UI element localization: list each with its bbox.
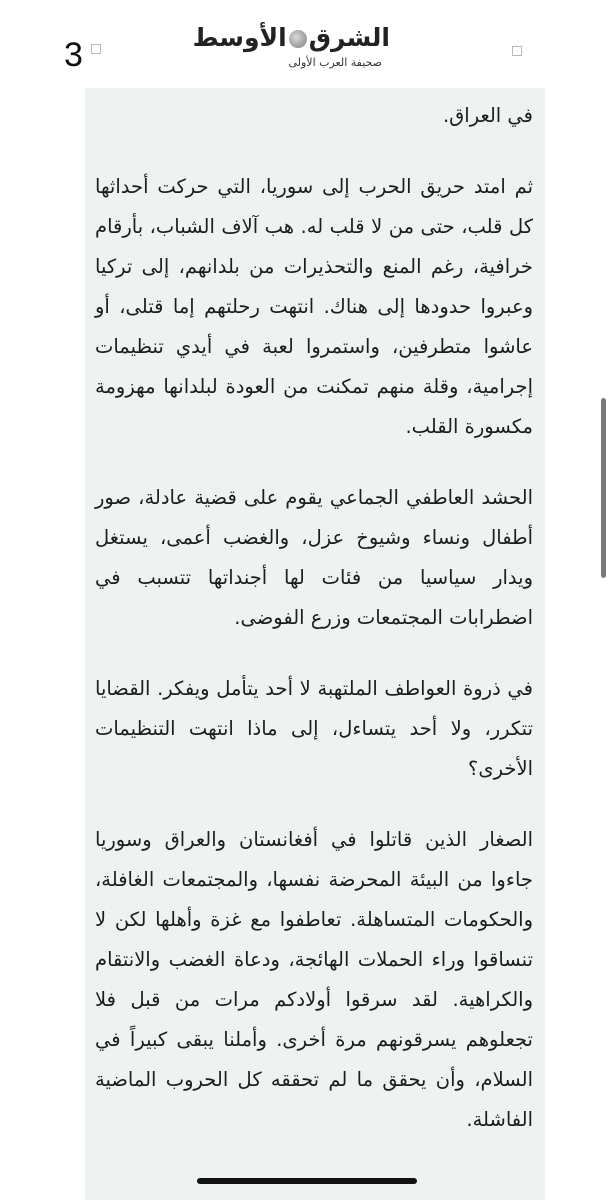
checkbox-icon[interactable]: [91, 44, 101, 54]
logo-title-part1: الشرق: [308, 23, 390, 52]
page-number: 3: [64, 36, 83, 74]
logo-subtitle: صحيفة العرب الأولى: [288, 56, 382, 69]
article-text: [85, 88, 545, 1171]
article-body: [85, 88, 545, 1200]
paragraph: في العراق.: [442, 104, 533, 127]
paragraph: الصغار الذين قاتلوا في أفغانستان والعراق وسوريا جاءوا من البيئة المحرضة نفسها، والمجتمعات الغافلة، والحكومات المتساهلة. تعاطفوا مع غزة وأهلها لكن لا تنساقوا وراء الحملات الهائجة، ودعاة الغضب والانتقام والكراهية. لقد سرقوا أولادكم مرات من قبل فلا تجعلوهم يسرقونهم مرة أخرى. وأملنا يبقى كبيراً في السلام، وأن يحقق ما لم تحققه كل الحروب الماضية الفاشلة.: [95, 828, 533, 1131]
globe-icon: [289, 30, 307, 48]
paragraph: في ذروة العواطف الملتهبة لا أحد يتأمل ويفكر. القضايا تتكرر، ولا أحد يتساءل، إلى ماذا انتهت التنظيمات الأخرى؟: [95, 677, 533, 780]
newspaper-logo: [192, 23, 390, 74]
paragraph: الحشد العاطفي الجماعي يقوم على قضية عادلة، صور أطفال ونساء وشيوخ عزل، والغضب أعمى، يستغل ويدار سياسيا من فئات لها أجنداتها تتسبب في اضطرابات المجتمعات وزرع الفوضى.: [95, 486, 533, 629]
scrollbar[interactable]: [601, 398, 606, 578]
logo-title: [193, 24, 390, 52]
page-header: [0, 0, 612, 88]
paragraph: ثم امتد حريق الحرب إلى سوريا، التي حركت أحداثها كل قلب، حتى من لا قلب له. هب آلاف الشباب، بأرقام خرافية، رغم المنع والتحذيرات من بلدانهم، إلى تركيا وعبروا حدودها إلى هناك. انتهت رحلتهم إما قتلى، أو عاشوا متطرفين، واستمروا لعبة في أيدي تنظيمات إجرامية، وقلة منهم تمكنت من العودة لبلدانها مهزومة مكسورة القلب.: [95, 175, 533, 438]
checkbox-icon[interactable]: [512, 46, 522, 56]
home-indicator[interactable]: [197, 1178, 417, 1184]
logo-title-part2: الأوسط: [192, 23, 287, 52]
